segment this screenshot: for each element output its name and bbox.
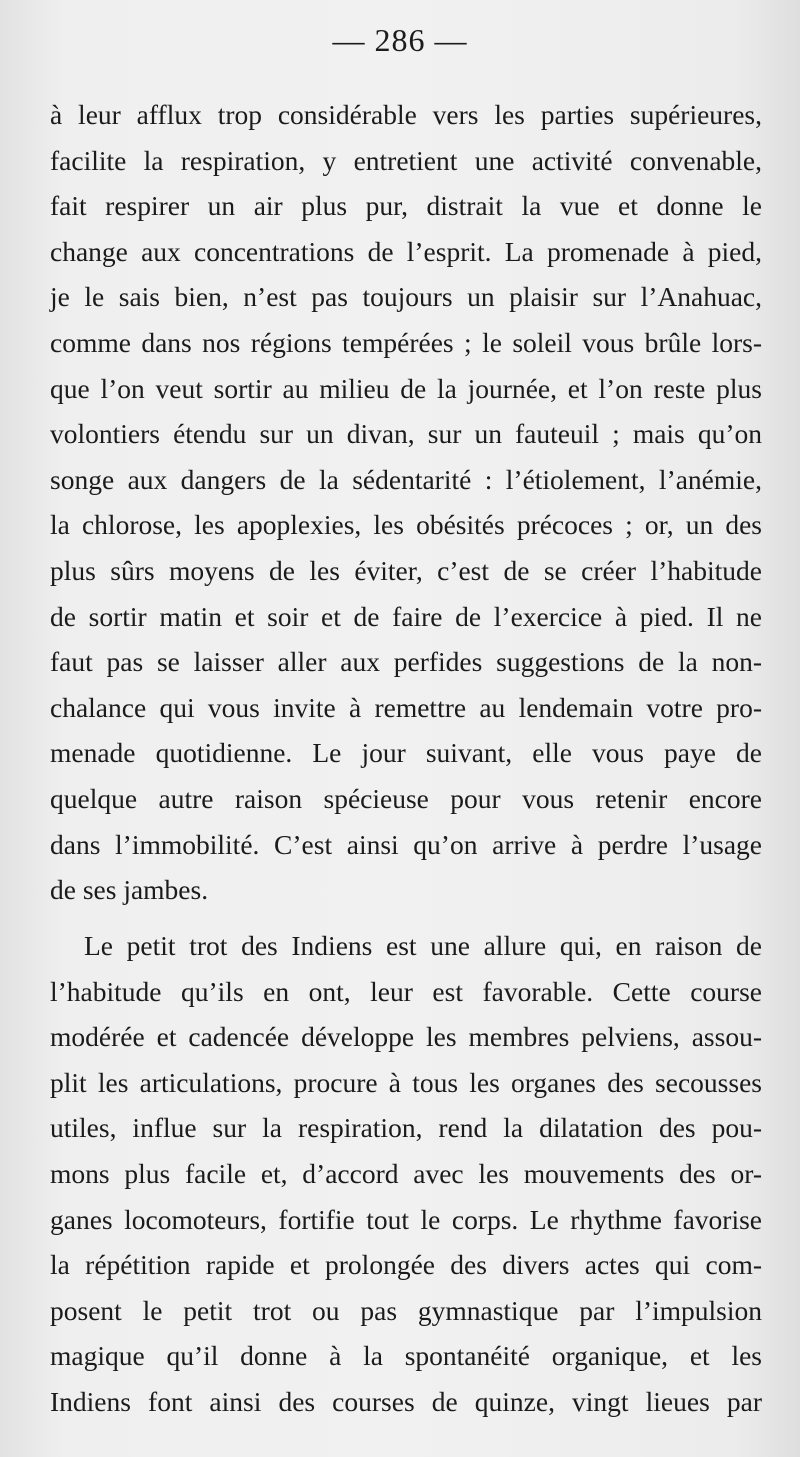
text-line: comme dans nos régions tempérées ; le soleil vous brûle lors- — [50, 326, 762, 358]
text-line: de ses jambes. — [50, 874, 209, 906]
text-line: posent le petit trot ou pas gymnastique par l’impulsion — [50, 1294, 762, 1326]
text-line: chalance qui vous invite à remettre au lendemain votre pro- — [50, 691, 762, 723]
page-number: — 286 — — [332, 22, 468, 58]
text-line: volontiers étendu sur un divan, sur un fauteuil ; mais qu’on — [50, 418, 762, 450]
paragraph-2 — [50, 923, 762, 1425]
text-line: plus sûrs moyens de les éviter, c’est de se créer l’habitude — [50, 554, 762, 586]
text-line: la répétition rapide et prolongée des divers actes qui com- — [50, 1249, 762, 1281]
text-line: plit les articulations, procure à tous les organes des secousses — [50, 1066, 762, 1098]
text-line: à leur afflux trop considérable vers les parties supérieures, — [50, 99, 762, 130]
text-line: dans l’immobilité. C’est ainsi qu’on arrive à perdre l’usage — [50, 828, 762, 860]
text-line: facilite la respiration, y entretient une activité convenable, — [50, 144, 762, 176]
text-line: de sortir matin et soir et de faire de l’exercice à pied. Il ne — [50, 600, 762, 632]
text-line: Indiens font ainsi des courses de quinze, vingt lieues par — [50, 1385, 762, 1417]
text-line: magique qu’il donne à la spontanéité organique, et les — [50, 1340, 762, 1372]
text-line: Le petit trot des Indiens est une allure qui, en raison de — [84, 930, 762, 961]
text-line: ganes locomoteurs, fortifie tout le corps. Le rhythme favorise — [50, 1203, 762, 1235]
text-line: menade quotidienne. Le jour suivant, elle vous paye de — [50, 737, 762, 769]
text-line: fait respirer un air plus pur, distrait la vue et donne le — [50, 190, 762, 222]
text-line: songe aux dangers de la sédentarité : l’étiolement, l’anémie, — [50, 463, 762, 495]
text-line: mons plus facile et, d’accord avec les mouvements des or- — [50, 1157, 762, 1189]
text-line: utiles, influe sur la respiration, rend la dilatation des pou- — [50, 1112, 762, 1144]
text-line: modérée et cadencée développe les membres pelviens, assou- — [50, 1021, 762, 1053]
text-line: faut pas se laisser aller aux perfides suggestions de la non- — [50, 646, 762, 678]
text-line: l’habitude qu’ils en ont, leur est favorable. Cette course — [50, 975, 762, 1007]
text-line: que l’on veut sortir au milieu de la journée, et l’on reste plus — [50, 372, 762, 404]
text-line: la chlorose, les apoplexies, les obésités précoces ; or, un des — [50, 509, 762, 541]
paragraph-1 — [50, 92, 762, 913]
text-line: quelque autre raison spécieuse pour vous retenir encore — [50, 782, 762, 814]
text-line: change aux concentrations de l’esprit. La promenade à pied, — [50, 235, 762, 267]
text-line: je le sais bien, n’est pas toujours un plaisir sur l’Anahuac, — [50, 281, 762, 313]
